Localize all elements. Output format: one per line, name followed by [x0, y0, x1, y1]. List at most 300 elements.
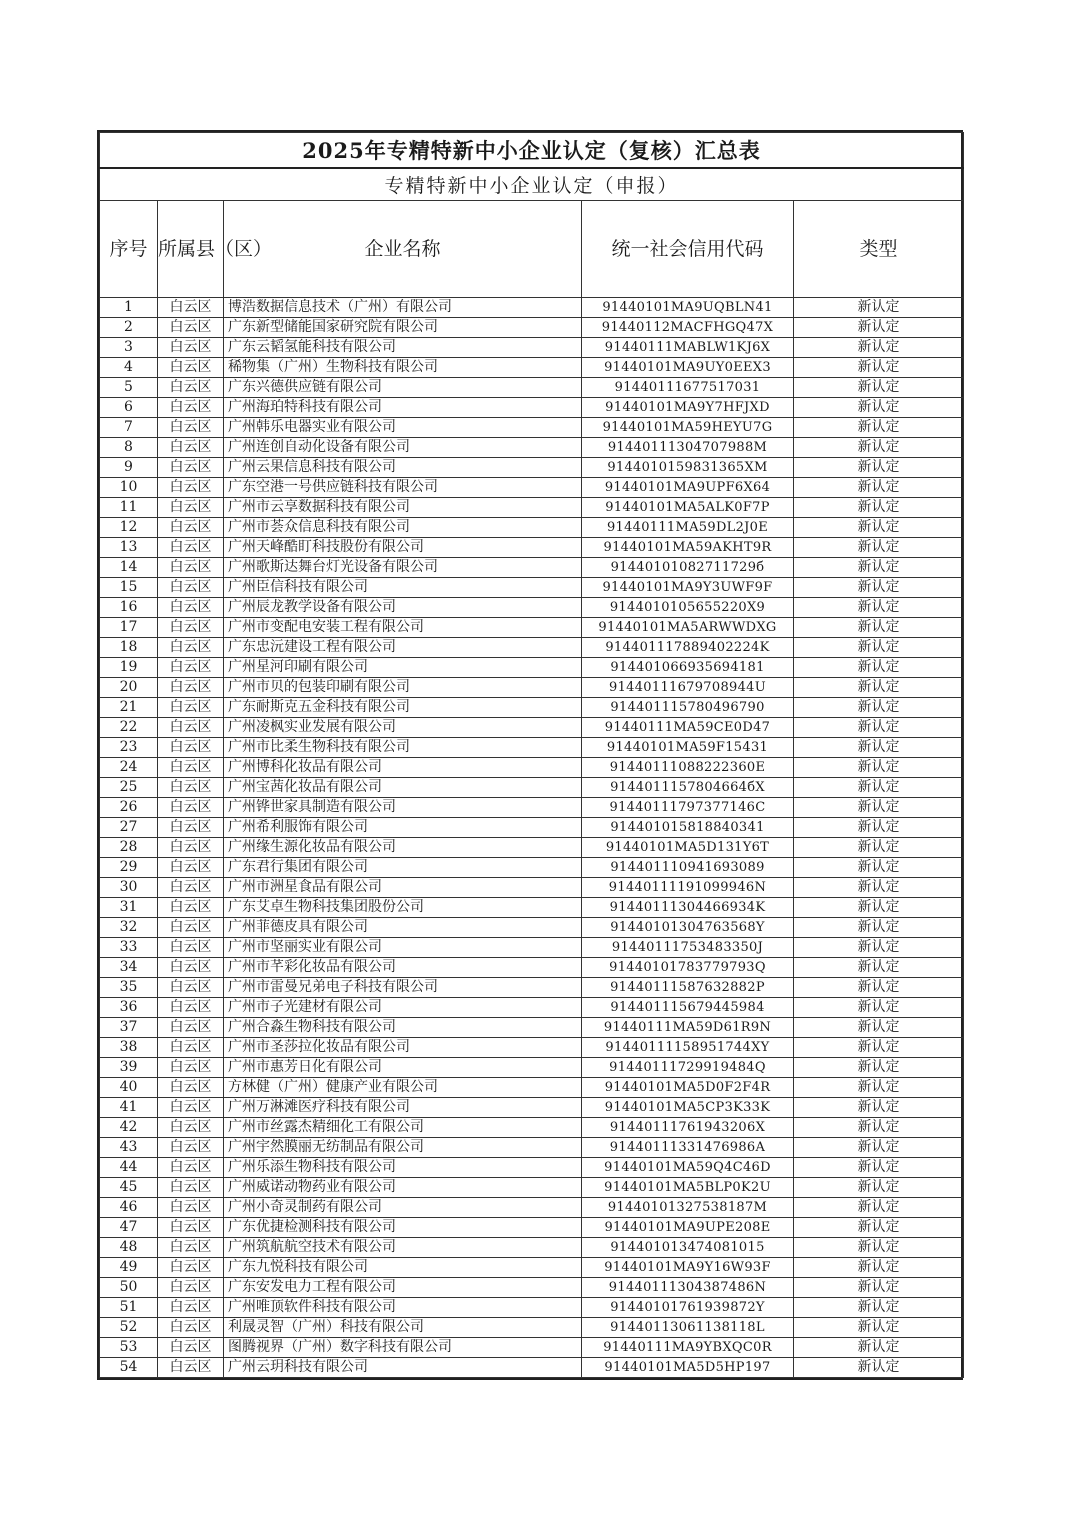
row-index: 4 — [100, 358, 158, 378]
row-type: 新认定 — [794, 938, 964, 958]
row-credit-code: 91440111MA9YBXQC0R — [582, 1338, 794, 1358]
row-district: 白云区 — [158, 1118, 224, 1138]
row-company-name: 图腾视界（广州）数字科技有限公司 — [224, 1338, 582, 1358]
row-index: 2 — [100, 318, 158, 338]
row-credit-code: 9144010159831365XM — [582, 458, 794, 478]
row-type: 新认定 — [794, 318, 964, 338]
row-credit-code: 91440101082711729б — [582, 558, 794, 578]
row-type: 新认定 — [794, 678, 964, 698]
enterprise-table — [99, 132, 964, 1378]
row-index: 33 — [100, 938, 158, 958]
row-company-name: 广州市比柔生物科技有限公司 — [224, 738, 582, 758]
row-type: 新认定 — [794, 398, 964, 418]
row-index: 26 — [100, 798, 158, 818]
row-company-name: 广州市芊彩化妆品有限公司 — [224, 958, 582, 978]
row-credit-code: 914401115780496790 — [582, 698, 794, 718]
row-company-name: 广州市贝的包装印刷有限公司 — [224, 678, 582, 698]
table-row — [100, 458, 964, 478]
row-district: 白云区 — [158, 558, 224, 578]
row-company-name: 广州市云享数据科技有限公司 — [224, 498, 582, 518]
row-company-name: 广州市子光建材有限公司 — [224, 998, 582, 1018]
row-index: 19 — [100, 658, 158, 678]
table-row — [100, 1258, 964, 1278]
row-credit-code: 91440101MA59HEYU7G — [582, 418, 794, 438]
table-row — [100, 1058, 964, 1078]
row-company-name: 广州宝茜化妆品有限公司 — [224, 778, 582, 798]
row-credit-code: 91440101MA9UPE208E — [582, 1218, 794, 1238]
row-district: 白云区 — [158, 1258, 224, 1278]
row-district: 白云区 — [158, 838, 224, 858]
table-row — [100, 638, 964, 658]
row-credit-code: 914401066935694181 — [582, 658, 794, 678]
row-type: 新认定 — [794, 858, 964, 878]
row-company-name: 广东九悦科技有限公司 — [224, 1258, 582, 1278]
row-credit-code: 91440111679708944U — [582, 678, 794, 698]
row-company-name: 广州市惠芳日化有限公司 — [224, 1058, 582, 1078]
header-row — [100, 201, 964, 298]
table-row — [100, 958, 964, 978]
row-type: 新认定 — [794, 1318, 964, 1338]
row-index: 3 — [100, 338, 158, 358]
row-index: 40 — [100, 1078, 158, 1098]
table-row — [100, 778, 964, 798]
row-credit-code: 91440111MA59DL2J0E — [582, 518, 794, 538]
row-index: 32 — [100, 918, 158, 938]
row-credit-code: 91440101783779793Q — [582, 958, 794, 978]
row-district: 白云区 — [158, 878, 224, 898]
table-row — [100, 758, 964, 778]
table-row — [100, 478, 964, 498]
row-district: 白云区 — [158, 298, 224, 318]
table-row — [100, 798, 964, 818]
row-district: 白云区 — [158, 678, 224, 698]
row-company-name: 广东空港一号供应链科技有限公司 — [224, 478, 582, 498]
row-credit-code: 91440101MA9Y3UWF9F — [582, 578, 794, 598]
row-type: 新认定 — [794, 358, 964, 378]
row-index: 48 — [100, 1238, 158, 1258]
row-index: 17 — [100, 618, 158, 638]
row-type: 新认定 — [794, 998, 964, 1018]
row-company-name: 广州臣信科技有限公司 — [224, 578, 582, 598]
summary-sheet — [97, 130, 963, 1380]
row-district: 白云区 — [158, 358, 224, 378]
row-type: 新认定 — [794, 778, 964, 798]
row-district: 白云区 — [158, 1318, 224, 1338]
row-index: 49 — [100, 1258, 158, 1278]
section-subtitle: 专精特新中小企业认定（申报） — [100, 168, 964, 201]
row-district: 白云区 — [158, 478, 224, 498]
row-type: 新认定 — [794, 598, 964, 618]
row-company-name: 方林健（广州）健康产业有限公司 — [224, 1078, 582, 1098]
row-credit-code: 91440101MA5ALK0F7P — [582, 498, 794, 518]
row-district: 白云区 — [158, 1338, 224, 1358]
row-type: 新认定 — [794, 838, 964, 858]
table-row — [100, 498, 964, 518]
row-district: 白云区 — [158, 1158, 224, 1178]
row-district: 白云区 — [158, 458, 224, 478]
row-type: 新认定 — [794, 698, 964, 718]
table-row — [100, 1238, 964, 1258]
row-company-name: 广东新型储能国家研究院有限公司 — [224, 318, 582, 338]
row-credit-code: 91440111MABLW1KJ6X — [582, 338, 794, 358]
row-company-name: 广州市丝露杰精细化工有限公司 — [224, 1118, 582, 1138]
row-index: 11 — [100, 498, 158, 518]
row-type: 新认定 — [794, 798, 964, 818]
row-credit-code: 91440111304387486N — [582, 1278, 794, 1298]
row-type: 新认定 — [794, 1338, 964, 1358]
row-type: 新认定 — [794, 378, 964, 398]
table-row — [100, 1338, 964, 1358]
row-index: 13 — [100, 538, 158, 558]
row-credit-code: 91440113061138118L — [582, 1318, 794, 1338]
header-name: 企业名称 — [224, 201, 582, 298]
row-company-name: 广州铧世家具制造有限公司 — [224, 798, 582, 818]
row-company-name: 广州市雷曼兄弟电子科技有限公司 — [224, 978, 582, 998]
row-index: 10 — [100, 478, 158, 498]
row-type: 新认定 — [794, 1158, 964, 1178]
row-type: 新认定 — [794, 418, 964, 438]
row-district: 白云区 — [158, 1098, 224, 1118]
row-district: 白云区 — [158, 1278, 224, 1298]
row-district: 白云区 — [158, 638, 224, 658]
row-district: 白云区 — [158, 418, 224, 438]
row-district: 白云区 — [158, 658, 224, 678]
row-company-name: 广州菲德皮具有限公司 — [224, 918, 582, 938]
table-row — [100, 738, 964, 758]
row-index: 18 — [100, 638, 158, 658]
row-company-name: 广州小奇灵制药有限公司 — [224, 1198, 582, 1218]
table-row — [100, 1038, 964, 1058]
table-row — [100, 1078, 964, 1098]
row-credit-code: 91440101MA5ARWWDXG — [582, 618, 794, 638]
table-row — [100, 1018, 964, 1038]
row-index: 14 — [100, 558, 158, 578]
row-district: 白云区 — [158, 918, 224, 938]
page-title: 2025年专精特新中小企业认定（复核）汇总表 — [100, 133, 964, 169]
row-credit-code: 9144011157804664бX — [582, 778, 794, 798]
row-company-name: 广东君行集团有限公司 — [224, 858, 582, 878]
row-district: 白云区 — [158, 818, 224, 838]
row-credit-code: 91440111MA59D61R9N — [582, 1018, 794, 1038]
row-type: 新认定 — [794, 1278, 964, 1298]
row-company-name: 广州希利服饰有限公司 — [224, 818, 582, 838]
table-row — [100, 838, 964, 858]
table-row — [100, 418, 964, 438]
row-type: 新认定 — [794, 1098, 964, 1118]
row-index: 5 — [100, 378, 158, 398]
row-company-name: 广州市变配电安装工程有限公司 — [224, 618, 582, 638]
row-credit-code: 914401015818840341 — [582, 818, 794, 838]
row-company-name: 广州万淋滩医疗科技有限公司 — [224, 1098, 582, 1118]
table-row — [100, 398, 964, 418]
row-index: 37 — [100, 1018, 158, 1038]
row-company-name: 广州市荟众信息科技有限公司 — [224, 518, 582, 538]
table-row — [100, 898, 964, 918]
table-row — [100, 818, 964, 838]
table-row — [100, 518, 964, 538]
table-row — [100, 618, 964, 638]
table-row — [100, 718, 964, 738]
row-district: 白云区 — [158, 398, 224, 418]
row-district: 白云区 — [158, 718, 224, 738]
row-type: 新认定 — [794, 438, 964, 458]
row-district: 白云区 — [158, 378, 224, 398]
row-credit-code: 91440111MA59CE0D47 — [582, 718, 794, 738]
row-company-name: 广东兴德供应链有限公司 — [224, 378, 582, 398]
row-index: 30 — [100, 878, 158, 898]
row-index: 38 — [100, 1038, 158, 1058]
table-row — [100, 1318, 964, 1338]
table-row — [100, 1158, 964, 1178]
row-district: 白云区 — [158, 1238, 224, 1258]
row-company-name: 广州辰龙教学设备有限公司 — [224, 598, 582, 618]
row-company-name: 广州连创自动化设备有限公司 — [224, 438, 582, 458]
row-district: 白云区 — [158, 498, 224, 518]
row-type: 新认定 — [794, 1298, 964, 1318]
header-index: 序号 — [100, 201, 158, 298]
table-row — [100, 578, 964, 598]
row-index: 1 — [100, 298, 158, 318]
header-type: 类型 — [794, 201, 964, 298]
row-credit-code: 914401013474081015 — [582, 1238, 794, 1258]
row-credit-code: 914401115679445984 — [582, 998, 794, 1018]
row-company-name: 广州合淼生物科技有限公司 — [224, 1018, 582, 1038]
row-credit-code: 91440101MA5BLP0K2U — [582, 1178, 794, 1198]
row-credit-code: 91440101MA59AKHT9R — [582, 538, 794, 558]
row-credit-code: 91440101MA5CP3K33K — [582, 1098, 794, 1118]
row-type: 新认定 — [794, 338, 964, 358]
row-credit-code: 91440101MA5D131Y6T — [582, 838, 794, 858]
row-district: 白云区 — [158, 898, 224, 918]
row-company-name: 广州凌枫实业发展有限公司 — [224, 718, 582, 738]
row-credit-code: 91440101MA9Y16W93F — [582, 1258, 794, 1278]
row-credit-code: 91440112MACFHGQ47X — [582, 318, 794, 338]
row-type: 新认定 — [794, 658, 964, 678]
table-row — [100, 698, 964, 718]
row-index: 47 — [100, 1218, 158, 1238]
row-type: 新认定 — [794, 1138, 964, 1158]
row-type: 新认定 — [794, 918, 964, 938]
row-district: 白云区 — [158, 1358, 224, 1378]
table-row — [100, 878, 964, 898]
row-credit-code: 91440101MA59Q4C46D — [582, 1158, 794, 1178]
row-district: 白云区 — [158, 998, 224, 1018]
row-company-name: 广州云果信息科技有限公司 — [224, 458, 582, 478]
row-index: 50 — [100, 1278, 158, 1298]
row-company-name: 博浩数据信息技术（广州）有限公司 — [224, 298, 582, 318]
row-company-name: 广州威诺动物药业有限公司 — [224, 1178, 582, 1198]
row-credit-code: 91440111729919484Q — [582, 1058, 794, 1078]
row-index: 16 — [100, 598, 158, 618]
row-company-name: 广州海珀特科技有限公司 — [224, 398, 582, 418]
row-index: 53 — [100, 1338, 158, 1358]
row-district: 白云区 — [158, 1058, 224, 1078]
row-district: 白云区 — [158, 618, 224, 638]
row-type: 新认定 — [794, 958, 964, 978]
row-company-name: 广州云玥科技有限公司 — [224, 1358, 582, 1378]
row-district: 白云区 — [158, 578, 224, 598]
row-index: 36 — [100, 998, 158, 1018]
row-company-name: 广东云韬氢能科技有限公司 — [224, 338, 582, 358]
row-index: 12 — [100, 518, 158, 538]
row-index: 28 — [100, 838, 158, 858]
table-row — [100, 358, 964, 378]
row-type: 新认定 — [794, 1118, 964, 1138]
row-type: 新认定 — [794, 458, 964, 478]
row-credit-code: 91440111191099946N — [582, 878, 794, 898]
row-type: 新认定 — [794, 1258, 964, 1278]
row-district: 白云区 — [158, 318, 224, 338]
row-district: 白云区 — [158, 1138, 224, 1158]
row-index: 39 — [100, 1058, 158, 1078]
table-row — [100, 918, 964, 938]
table-row — [100, 438, 964, 458]
table-row — [100, 678, 964, 698]
row-credit-code: 91440111753483350J — [582, 938, 794, 958]
row-company-name: 广州天峰酷盯科技股份有限公司 — [224, 538, 582, 558]
row-index: 35 — [100, 978, 158, 998]
row-type: 新认定 — [794, 898, 964, 918]
table-row — [100, 1098, 964, 1118]
row-index: 7 — [100, 418, 158, 438]
row-index: 8 — [100, 438, 158, 458]
row-company-name: 广东忠沅建设工程有限公司 — [224, 638, 582, 658]
row-type: 新认定 — [794, 1218, 964, 1238]
row-index: 15 — [100, 578, 158, 598]
row-company-name: 广州乐添生物科技有限公司 — [224, 1158, 582, 1178]
row-company-name: 广东优捷检测科技有限公司 — [224, 1218, 582, 1238]
table-row — [100, 858, 964, 878]
row-index: 6 — [100, 398, 158, 418]
row-company-name: 广州市圣莎拉化妆品有限公司 — [224, 1038, 582, 1058]
row-company-name: 广东安发电力工程有限公司 — [224, 1278, 582, 1298]
row-type: 新认定 — [794, 478, 964, 498]
table-row — [100, 1198, 964, 1218]
row-credit-code: 91440111331476986A — [582, 1138, 794, 1158]
row-type: 新认定 — [794, 538, 964, 558]
row-credit-code: 91440111797377146C — [582, 798, 794, 818]
row-type: 新认定 — [794, 818, 964, 838]
table-row — [100, 1218, 964, 1238]
row-district: 白云区 — [158, 438, 224, 458]
table-row — [100, 658, 964, 678]
table-row — [100, 978, 964, 998]
row-index: 41 — [100, 1098, 158, 1118]
row-type: 新认定 — [794, 878, 964, 898]
row-type: 新认定 — [794, 1198, 964, 1218]
row-credit-code: 91440111304707988M — [582, 438, 794, 458]
row-type: 新认定 — [794, 1018, 964, 1038]
row-credit-code: 91440111088222360E — [582, 758, 794, 778]
row-type: 新认定 — [794, 978, 964, 998]
row-district: 白云区 — [158, 518, 224, 538]
row-credit-code: 91440101761939872Y — [582, 1298, 794, 1318]
row-type: 新认定 — [794, 1358, 964, 1378]
row-district: 白云区 — [158, 778, 224, 798]
table-row — [100, 938, 964, 958]
row-index: 21 — [100, 698, 158, 718]
row-index: 54 — [100, 1358, 158, 1378]
row-index: 43 — [100, 1138, 158, 1158]
row-district: 白云区 — [158, 858, 224, 878]
row-index: 23 — [100, 738, 158, 758]
row-district: 白云区 — [158, 978, 224, 998]
row-type: 新认定 — [794, 298, 964, 318]
row-company-name: 广州博科化妆品有限公司 — [224, 758, 582, 778]
row-district: 白云区 — [158, 1198, 224, 1218]
row-credit-code: 91440101MA5D5HP197 — [582, 1358, 794, 1378]
row-credit-code: 91440101MA59F15431 — [582, 738, 794, 758]
row-index: 44 — [100, 1158, 158, 1178]
row-company-name: 广东耐斯克五金科技有限公司 — [224, 698, 582, 718]
row-district: 白云区 — [158, 698, 224, 718]
row-company-name: 广州歌斯达舞台灯光设备有限公司 — [224, 558, 582, 578]
row-index: 25 — [100, 778, 158, 798]
row-type: 新认定 — [794, 738, 964, 758]
row-type: 新认定 — [794, 1078, 964, 1098]
row-type: 新认定 — [794, 578, 964, 598]
row-company-name: 广州唯顶软件科技有限公司 — [224, 1298, 582, 1318]
row-credit-code: 91440111304466934K — [582, 898, 794, 918]
row-district: 白云区 — [158, 958, 224, 978]
table-row — [100, 378, 964, 398]
row-company-name: 广州星河印刷有限公司 — [224, 658, 582, 678]
row-type: 新认定 — [794, 718, 964, 738]
table-row — [100, 1298, 964, 1318]
row-index: 34 — [100, 958, 158, 978]
row-company-name: 广州缘生源化妆品有限公司 — [224, 838, 582, 858]
row-type: 新认定 — [794, 1238, 964, 1258]
row-index: 51 — [100, 1298, 158, 1318]
row-credit-code: 91440101MA9UQBLN41 — [582, 298, 794, 318]
row-company-name: 稀物集（广州）生物科技有限公司 — [224, 358, 582, 378]
row-type: 新认定 — [794, 518, 964, 538]
row-district: 白云区 — [158, 1298, 224, 1318]
row-index: 31 — [100, 898, 158, 918]
row-company-name: 广州市洲星食品有限公司 — [224, 878, 582, 898]
table-row — [100, 1118, 964, 1138]
table-row — [100, 1138, 964, 1158]
row-type: 新认定 — [794, 498, 964, 518]
header-district: 所属县（区） — [158, 201, 224, 298]
row-index: 42 — [100, 1118, 158, 1138]
table-row — [100, 558, 964, 578]
row-type: 新认定 — [794, 1178, 964, 1198]
row-credit-code: 914401110941693089 — [582, 858, 794, 878]
row-company-name: 广州市坚丽实业有限公司 — [224, 938, 582, 958]
row-index: 27 — [100, 818, 158, 838]
row-credit-code: 91440101MA9UPF6X64 — [582, 478, 794, 498]
table-row — [100, 998, 964, 1018]
row-district: 白云区 — [158, 1038, 224, 1058]
row-type: 新认定 — [794, 1038, 964, 1058]
row-credit-code: 91440111158951744XY — [582, 1038, 794, 1058]
row-type: 新认定 — [794, 638, 964, 658]
row-credit-code: 91440101MA9Y7HFJXD — [582, 398, 794, 418]
row-index: 52 — [100, 1318, 158, 1338]
row-credit-code: 91440101MA9UY0EEX3 — [582, 358, 794, 378]
row-credit-code: 91440101MA5D0F2F4R — [582, 1078, 794, 1098]
row-credit-code: 914401117889402224K — [582, 638, 794, 658]
table-row — [100, 1278, 964, 1298]
row-district: 白云区 — [158, 1178, 224, 1198]
header-code: 统一社会信用代码 — [582, 201, 794, 298]
row-district: 白云区 — [158, 598, 224, 618]
row-type: 新认定 — [794, 558, 964, 578]
table-row — [100, 1358, 964, 1378]
row-district: 白云区 — [158, 538, 224, 558]
row-company-name: 广州韩乐电器实业有限公司 — [224, 418, 582, 438]
